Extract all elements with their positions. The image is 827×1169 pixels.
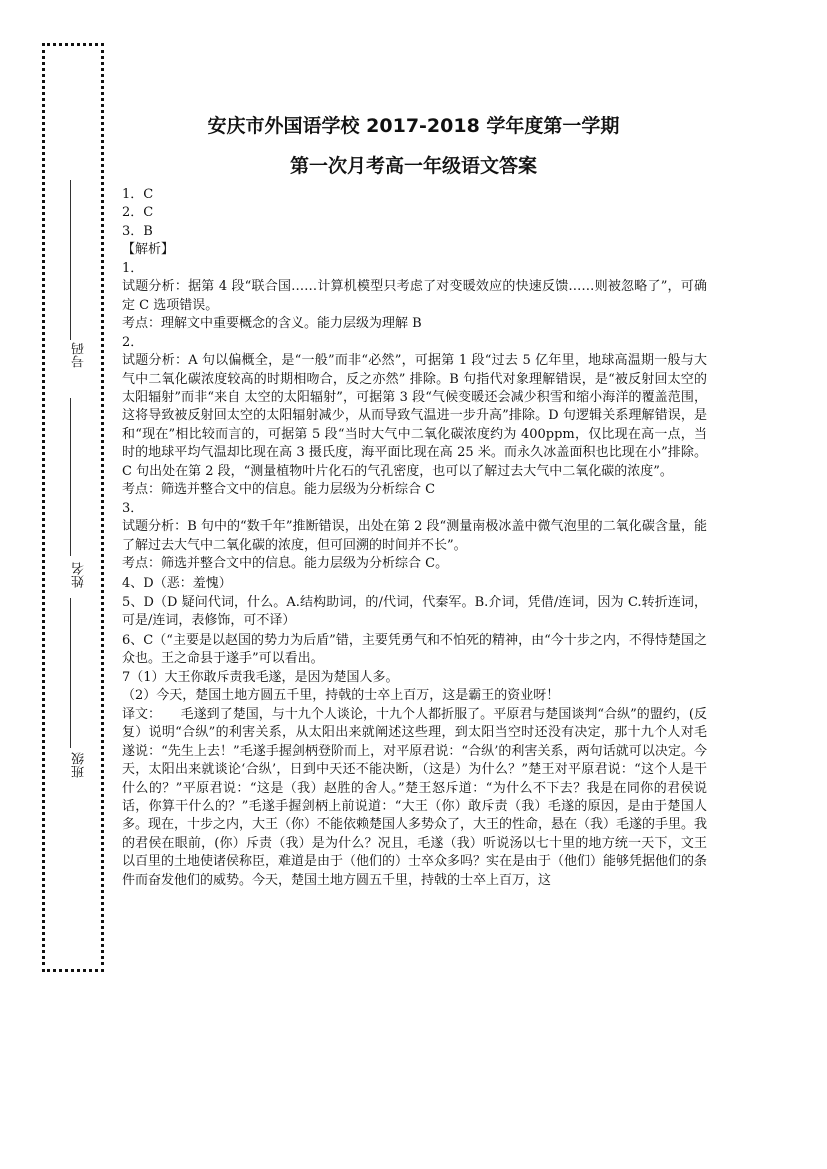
number-label: 号码 [72, 342, 87, 368]
analysis-paragraph: 考点：筛选并整合文中的信息。能力层级为分析综合 C。 [122, 556, 449, 572]
answer-line: 1．C [122, 187, 154, 202]
analysis-paragraph: 试题分析：据第 4 段“联合国……计算机模型只考虑了对变暖效应的快速反馈……则被忽略了”，可确定 C 选项错误。 [122, 279, 707, 313]
number-underline [70, 180, 71, 340]
answer-line: 2． [122, 334, 144, 350]
document-title-line1: 安庆市外国语学校 2017-2018 学年度第一学期 [207, 115, 620, 137]
analysis-paragraph: 试题分析：A 句以偏概全，是“一般”而非“必然”，可据第 1 段“过去 5 亿年里，地球高温期一般与大气中二氧化碳浓度较高的时期相吻合，反之亦然” 排除。B 句指代对象理解错误，是“被反射回太空的太阳辐射”而非“来自 太空的太阳辐射”，可据第 3 段“气候变暖还会减少积雪和缩小海洋的覆盖范围，这将导致被反射回太空的太阳辐射减少，从而导致气温进一步升高”排除。D 句逻辑关系理解错误，是和“现在”相比较而言的，可据第 5 段“当时大气中二氧化碳浓度约为 400ppm，仅比现在高一点，当时的地球平均气温却比现在高 3 摄氏度，海平面比现在高 25 米。而永久冰盖面积也比现在小”排除。C 句出处在第 2 段，“测量植物叶片化石的气孔密度，也可以了解过去大气中二氧化碳的浓度”。 [122, 353, 707, 479]
answer-line: 1． [122, 260, 144, 276]
analysis-paragraph: 6、C（“主要是以赵国的势力为后盾”错，主要凭勇气和不怕死的精神，由“今十步之内，不得恃楚国之众也。王之命县于遂手”可以看出。 [122, 632, 707, 667]
answer-line: 3．B [122, 223, 153, 239]
analysis-paragraph: 考点：筛选并整合文中的信息。能力层级为分析综合 C [122, 482, 436, 498]
analysis-paragraph: 5、D（D 疑问代词，什么。A.结构助词，的/代词，代秦军。B.介词，凭借/连词，因为 C.转折连词，可是/连词，表修饰，可不译） [122, 594, 707, 629]
name-underline [70, 398, 71, 556]
answer-line: 4、D（恶：羞愧） [122, 575, 232, 591]
analysis-paragraph: 试题分析：B 句中的“数千年”推断错误，出处在第 2 段“测量南极冰盖中微气泡里的二氧化碳含量，能了解过去大气中二氧化碳的浓度，但可回溯的时间并不长”。 [122, 519, 707, 553]
answer-line: （2）今天，楚国土地方圆五千里，持戟的士卒上百万，这是霸王的资业呀！ [122, 688, 560, 704]
answer-line: 2．C [122, 205, 154, 221]
answer-line: 3． [122, 500, 144, 516]
document-title-line2: 第一次月考高一年级语文答案 [289, 155, 537, 177]
analysis-paragraph: 考点：理解文中重要概念的含义。能力层级为理解 B [122, 316, 422, 332]
translation-paragraph: 译文： 毛遂到了楚国，与十九个人谈论，十九个人都折服了。平原君与楚国谈判“合纵”的盟约，(反复）说明“合纵”的利害关系，从太阳出来就阐述这些理，到太阳当空时还没有决定，那十九个人对毛遂说：“先生上去！”毛遂手握剑柄登阶而上，对平原君说：“合纵’的利害关系，两句话就可以决定。今天，太阳出来就谈论‘合纵’，日到中天还不能决断，（这是）为什么？”楚王对平原君说：“这个人是干什么的？”平原君说：“这是（我）赵胜的舍人。”楚王怒斥道：“为什么不下去？我是在同你的君侯说话，你算干什么的？”毛遂手握剑柄上前说道：“大王（你）敢斥责（我）毛遂的原因，是由于楚国人多。现在，十步之内，大王（你）不能依赖楚国人多势众了，大王的性命，悬在（我）毛遂的手里。我的君侯在眼前，(你）斥责（我）是为什么？况且，毛遂（我）听说汤以七十里的地方统一天下，文王以百里的土地使诸侯称臣，难道是由于（他们的）士卒众多吗？实在是由于（他们）能够凭据他们的条件而奋发他们的威势。今天，楚国土地方圆五千里，持戟的士卒上百万，这 [122, 706, 708, 888]
class-label: 班级 [72, 752, 87, 778]
answer-content [122, 186, 707, 890]
answer-line: 7（1）大王你敢斥责我毛遂，是因为楚国人多。 [122, 669, 399, 685]
analysis-heading: 【解析】 [122, 242, 175, 258]
binding-margin-border [42, 43, 104, 972]
class-underline [70, 598, 71, 748]
name-label: 姓名 [72, 562, 87, 588]
